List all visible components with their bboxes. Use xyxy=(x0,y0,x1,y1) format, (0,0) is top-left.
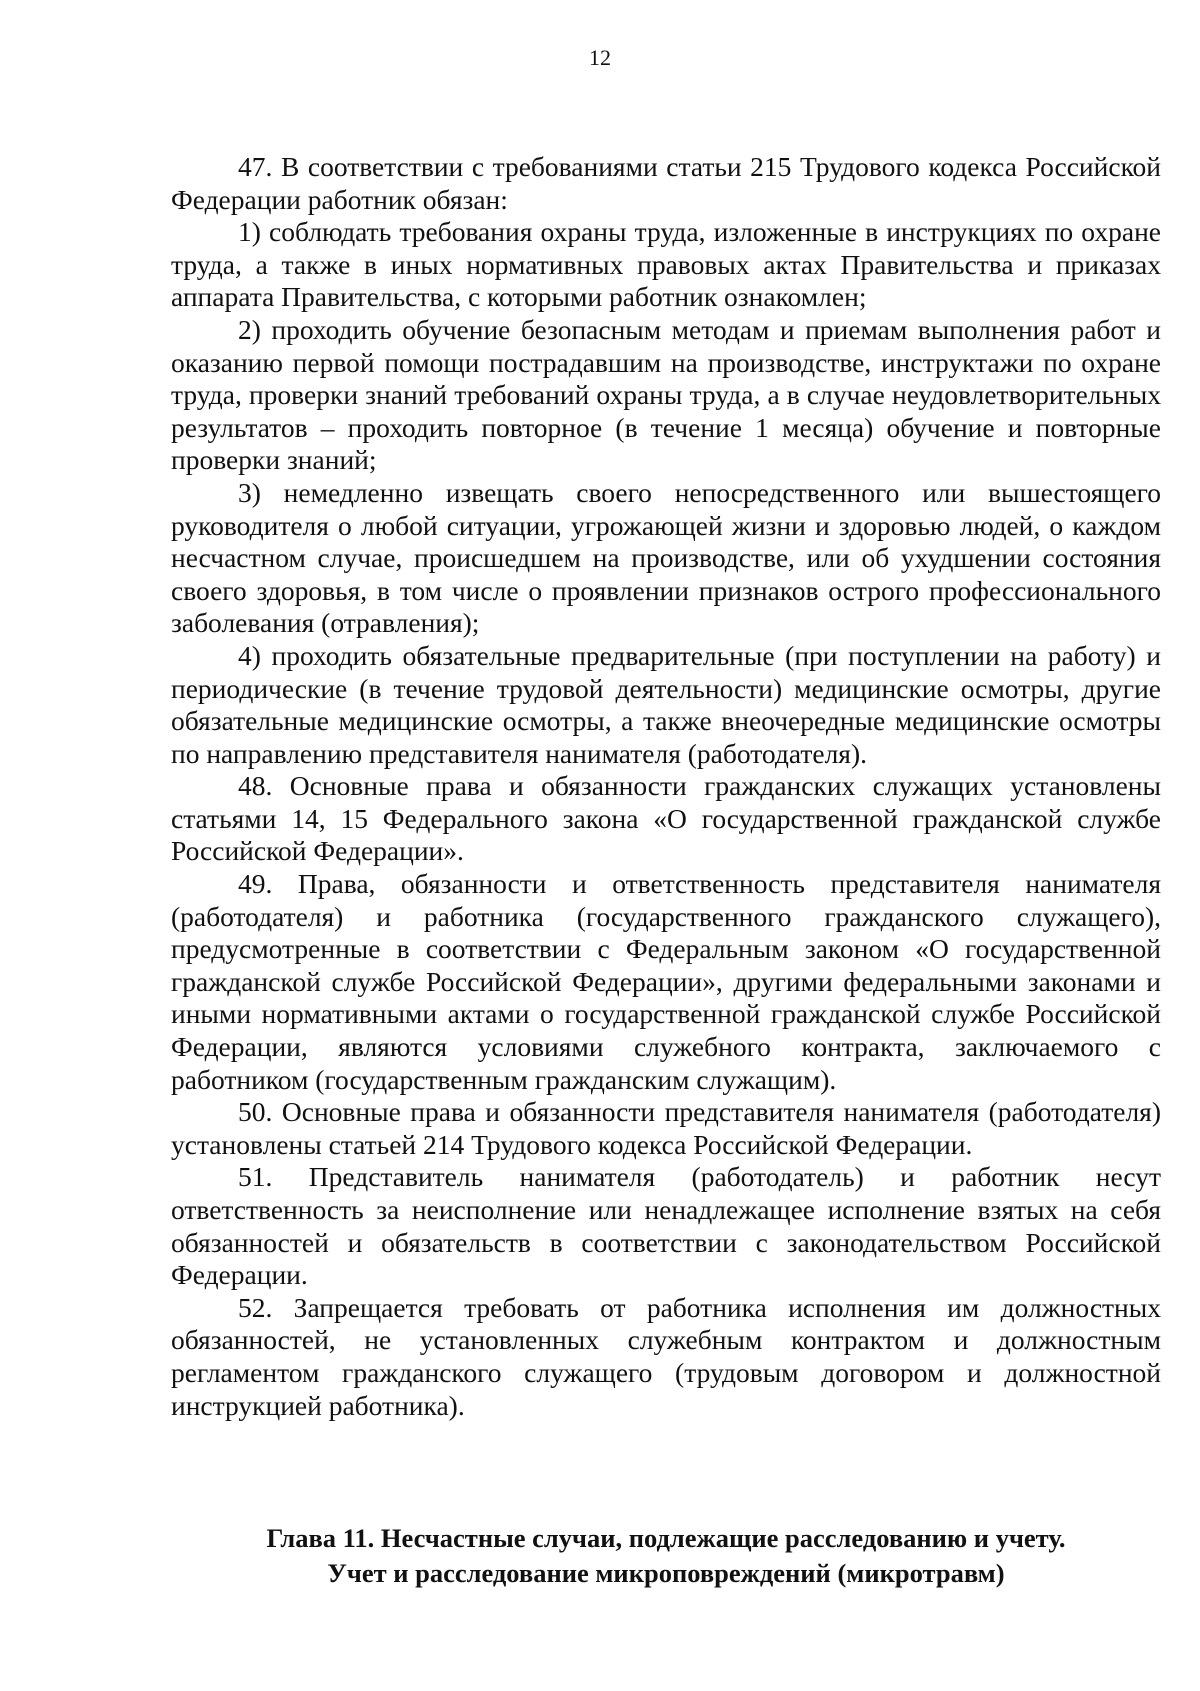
chapter-heading-line-1: Глава 11. Несчастные случаи, подлежащие расследованию и учету. xyxy=(266,1523,1066,1553)
page-number: 12 xyxy=(589,45,611,70)
document-body xyxy=(171,151,1161,1422)
paragraph-52: 52. Запрещается требовать от работника исполнения им должностных обязанностей, не установленных служебным контрактом и должностным регламентом гражданского служащего (трудовым договором и должностной инструкцией работника). xyxy=(171,1291,1161,1421)
paragraph-51: 51. Представитель нанимателя (работодатель) и работник несут ответственность за неисполнение или ненадлежащее исполнение взятых на себя обязанностей и обязательств в соответствии с законодательством Российской Федерации. xyxy=(171,1161,1161,1291)
paragraph-47-item-2: 2) проходить обучение безопасным методам и приемам выполнения работ и оказанию первой помощи пострадавшим на производстве, инструктажи по охране труда, проверки знаний требований охраны труда, а в случае неудовлетворительных результатов – проходить повторное (в течение 1 месяца) обучение и повторные проверки знаний; xyxy=(171,313,1161,476)
paragraph-47-item-3: 3) немедленно извещать своего непосредственного или вышестоящего руководителя о любой ситуации, угрожающей жизни и здоровью людей, о каждом несчастном случае, происшедшем на производстве, или об ухудшении состояния своего здоровья, в том числе о проявлении признаков острого профессионального заболевания (отравления); xyxy=(171,476,1161,639)
paragraph-47-item-1: 1) соблюдать требования охраны труда, изложенные в инструкциях по охране труда, а также в иных нормативных правовых актах Правительства и приказах аппарата Правительства, с которыми работник ознакомлен; xyxy=(171,216,1161,313)
paragraph-47-item-4: 4) проходить обязательные предварительные (при поступлении на работу) и периодические (в течение трудовой деятельности) медицинские осмотры, другие обязательные медицинские осмотры, а также внеочередные медицинские осмотры по направлению представителя нанимателя (работодателя). xyxy=(171,639,1161,769)
paragraph-47: 47. В соответствии с требованиями статьи 215 Трудового кодекса Российской Федерации работник обязан: xyxy=(171,151,1161,215)
paragraph-49: 49. Права, обязанности и ответственность представителя нанимателя (работодателя) и работника (государственного гражданского служащего), предусмотренные в соответствии с Федеральным законом «О государственной гражданской службе Российской Федерации», другими федеральными законами и иными нормативными актами о государственной гражданской службе Российской Федерации, являются условиями служебного контракта, заключаемого с работником (государственным гражданским служащим). xyxy=(171,868,1161,1095)
chapter-heading-line-2: Учет и расследование микроповреждений (микротравм) xyxy=(327,1558,1005,1588)
paragraph-48: 48. Основные права и обязанности гражданских служащих установлены статьями 14, 15 Федерального закона «О государственной гражданской службе Российской Федерации». xyxy=(171,770,1161,867)
chapter-heading xyxy=(171,1521,1161,1591)
paragraph-50: 50. Основные права и обязанности представителя нанимателя (работодателя) установлены статьей 214 Трудового кодекса Российской Федерации. xyxy=(171,1096,1161,1160)
